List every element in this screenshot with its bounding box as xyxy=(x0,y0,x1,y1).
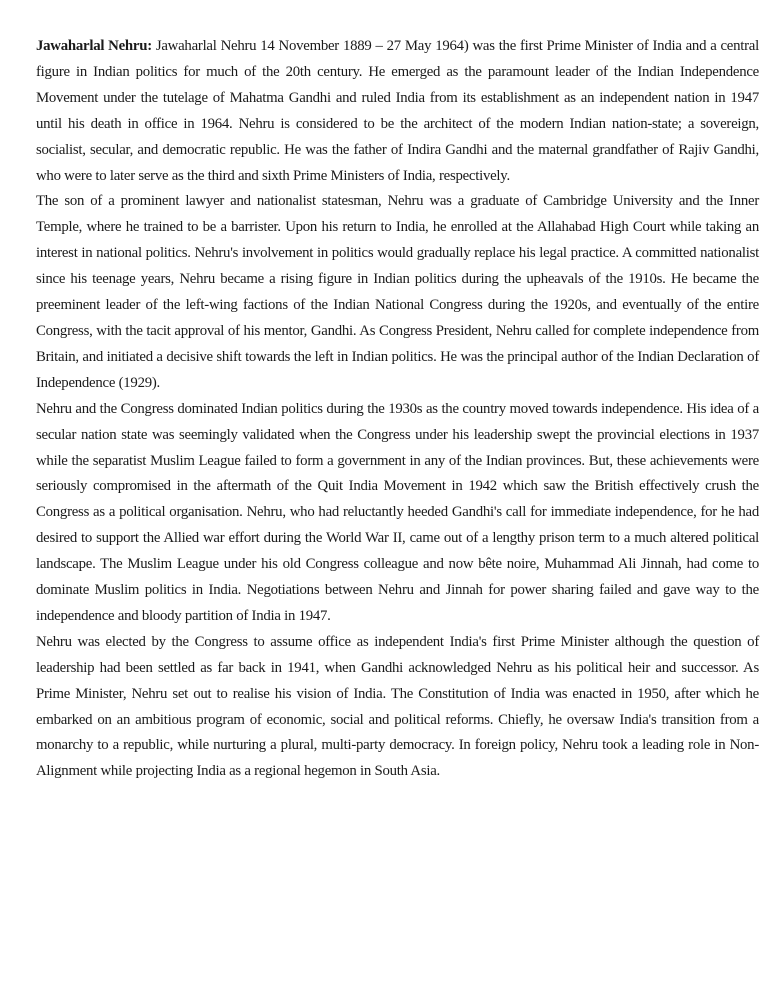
paragraph-text: Nehru was elected by the Congress to assume office as independent India's first Prime Minister although the question of leadership had been settled as far back in 1941, when Gandhi acknowledged Nehru as his political heir and successor. As Prime Minister, Nehru set out to realise his vision of India. The Constitution of India was enacted in 1950, after which he embarked on an ambitious program of economic, social and political reforms. Chiefly, he oversaw India's transition from a monarchy to a republic, while nurturing a plural, multi-party democracy. In foreign policy, Nehru took a leading role in Non-Alignment while projecting India as a regional hegemon in South Asia. xyxy=(36,633,759,780)
paragraph-text: Jawaharlal Nehru 14 November 1889 – 27 May 1964) was the first Prime Minister of India and a central figure in Indian politics for much of the 20th century. He emerged as the paramount leader of the Indian Independence Movement under the tutelage of Mahatma Gandhi and ruled India from its establishment as an independent nation in 1947 until his death in office in 1964. Nehru is considered to be the architect of the modern Indian nation-state; a sovereign, socialist, secular, and democratic republic. He was the father of Indira Gandhi and the maternal grandfather of Rajiv Gandhi, who were to later serve as the third and sixth Prime Ministers of India, respectively. xyxy=(36,38,759,184)
paragraph-prime-minister xyxy=(36,630,759,785)
paragraph-intro xyxy=(36,34,759,189)
paragraph-1930s xyxy=(36,397,759,630)
paragraph-text: Nehru and the Congress dominated Indian politics during the 1930s as the country moved towards independence. His idea of a secular nation state was seemingly validated when the Congress under his leadership swept the provincial elections in 1937 while the separatist Muslim League failed to form a government in any of the Indian provinces. But, these achievements were seriously compromised in the aftermath of the Quit India Movement in 1942 which saw the British effectively crush the Congress as a political organisation. Nehru, who had reluctantly heeded Gandhi's call for immediate independence, for he had desired to support the Allied war effort during the World War II, came out of a lengthy prison term to a much altered political landscape. The Muslim League under his old Congress colleague and now bête noire, Muhammad Ali Jinnah, had come to dominate Muslim politics in India. Negotiations between Nehru and Jinnah for power sharing failed and gave way to the independence and bloody partition of India in 1947. xyxy=(36,400,759,624)
lead-term: Jawaharlal Nehru: xyxy=(36,38,152,54)
paragraph-text: The son of a prominent lawyer and nationalist statesman, Nehru was a graduate of Cambridge University and the Inner Temple, where he trained to be a barrister. Upon his return to India, he enrolled at the Allahabad High Court while taking an interest in national politics. Nehru's involvement in politics would gradually replace his legal practice. A committed nationalist since his teenage years, Nehru became a rising figure in Indian politics during the upheavals of the 1910s. He became the preeminent leader of the left-wing factions of the Indian National Congress during the 1920s, and eventually of the entire Congress, with the tacit approval of his mentor, Gandhi. As Congress President, Nehru called for complete independence from Britain, and initiated a decisive shift towards the left in Indian politics. He was the principal author of the Indian Declaration of Independence (1929). xyxy=(36,193,759,391)
paragraph-early-life xyxy=(36,189,759,396)
